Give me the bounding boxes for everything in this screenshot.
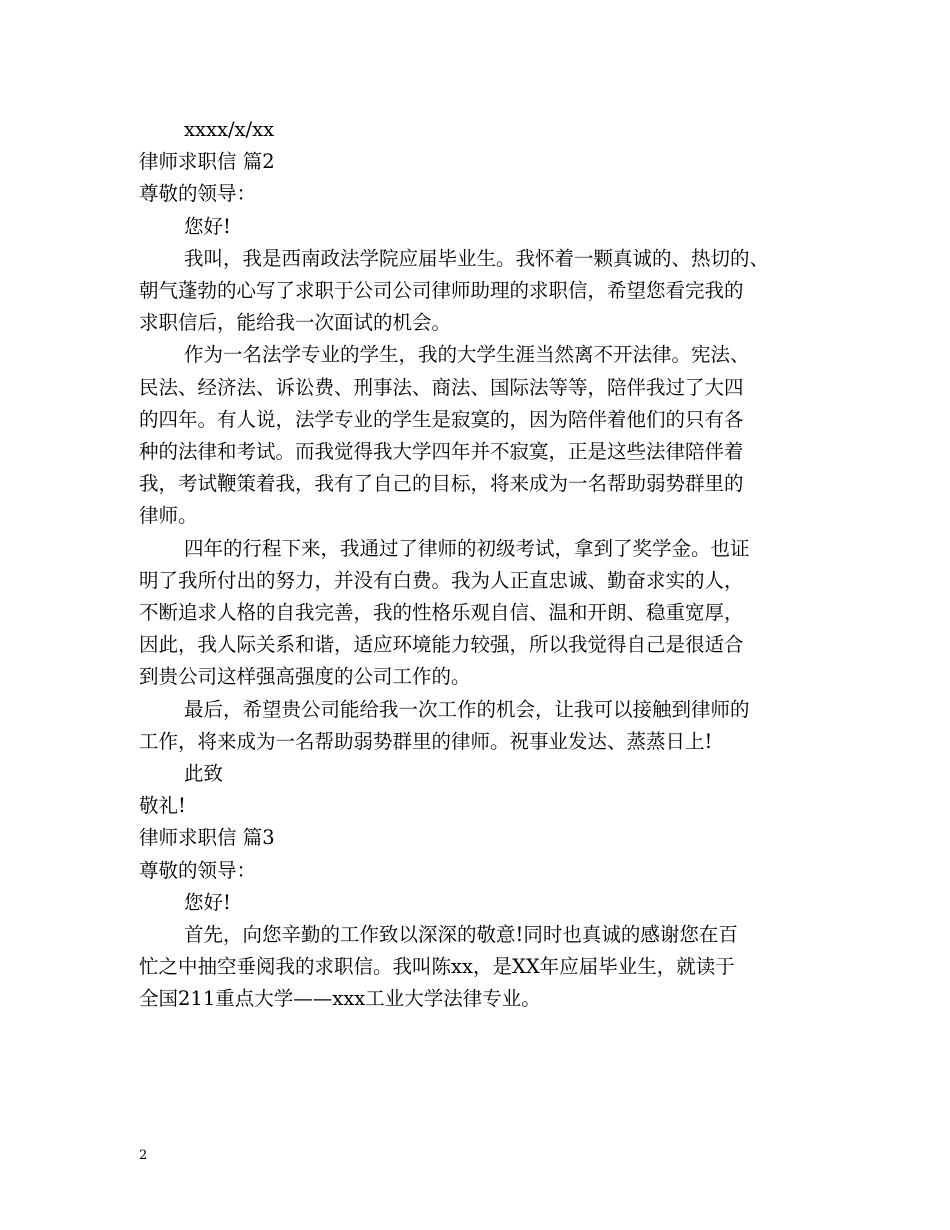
section-heading: 律师求职信 篇3 <box>139 826 275 850</box>
paragraph-line: 不断追求人格的自我完善，我的性格乐观自信、温和开朗、稳重宽厚， <box>139 601 744 625</box>
section-heading: 律师求职信 篇2 <box>139 150 275 174</box>
paragraph-line: 求职信后，能给我一次面试的机会。 <box>139 311 452 335</box>
paragraph-line: 因此，我人际关系和谐，适应环境能力较强，所以我觉得自己是很适合 <box>139 633 744 657</box>
paragraph-line: 全国211重点大学——xxx工业大学法律专业。 <box>139 987 541 1011</box>
document-body <box>139 114 819 1016</box>
paragraph-line: 忙之中抽空垂阅我的求职信。我叫陈xx，是XX年应届毕业生，就读于 <box>139 955 735 979</box>
greeting: 您好! <box>184 890 231 914</box>
paragraph-line: 作为一名法学专业的学生，我的大学生涯当然离不开法律。宪法、 <box>184 343 750 367</box>
paragraph-line: 明了我所付出的努力，并没有白费。我为人正直忠诚、勤奋求实的人， <box>139 568 744 592</box>
paragraph-line: 四年的行程下来，我通过了律师的初级考试，拿到了奖学金。也证 <box>184 536 750 560</box>
paragraph-line: 首先，向您辛勤的工作致以深深的敬意!同时也真诚的感谢您在百 <box>184 923 738 947</box>
paragraph-line: 朝气蓬勃的心写了求职于公司公司律师助理的求职信，希望您看完我的 <box>139 279 744 303</box>
closing-line: 敬礼! <box>139 794 186 818</box>
paragraph-line: 的四年。有人说，法学专业的学生是寂寞的，因为陪伴着他们的只有各 <box>139 407 744 431</box>
paragraph-line: 种的法律和考试。而我觉得我大学四年并不寂寞，正是这些法律陪伴着 <box>139 440 744 464</box>
paragraph-line: 我叫，我是西南政法学院应届毕业生。我怀着一颗真诚的、热切的、 <box>184 246 770 270</box>
closing-line: 此致 <box>184 762 224 786</box>
paragraph-line: 律师。 <box>139 504 198 528</box>
salutation: 尊敬的领导： <box>139 858 257 882</box>
page-number: 2 <box>139 1148 148 1163</box>
paragraph-line: 我，考试鞭策着我，我有了自己的目标，将来成为一名帮助弱势群里的 <box>139 472 744 496</box>
greeting: 您好! <box>184 214 231 238</box>
date-line: xxxx/x/xx <box>184 118 275 141</box>
paragraph-line: 工作，将来成为一名帮助弱势群里的律师。祝事业发达、蒸蒸日上! <box>139 729 713 753</box>
paragraph-line: 最后，希望贵公司能给我一次工作的机会，让我可以接触到律师的 <box>184 697 750 721</box>
paragraph-line: 到贵公司这样强高强度的公司工作的。 <box>139 665 471 689</box>
salutation: 尊敬的领导： <box>139 182 257 206</box>
paragraph-line: 民法、经济法、诉讼费、刑事法、商法、国际法等等，陪伴我过了大四 <box>139 375 744 399</box>
